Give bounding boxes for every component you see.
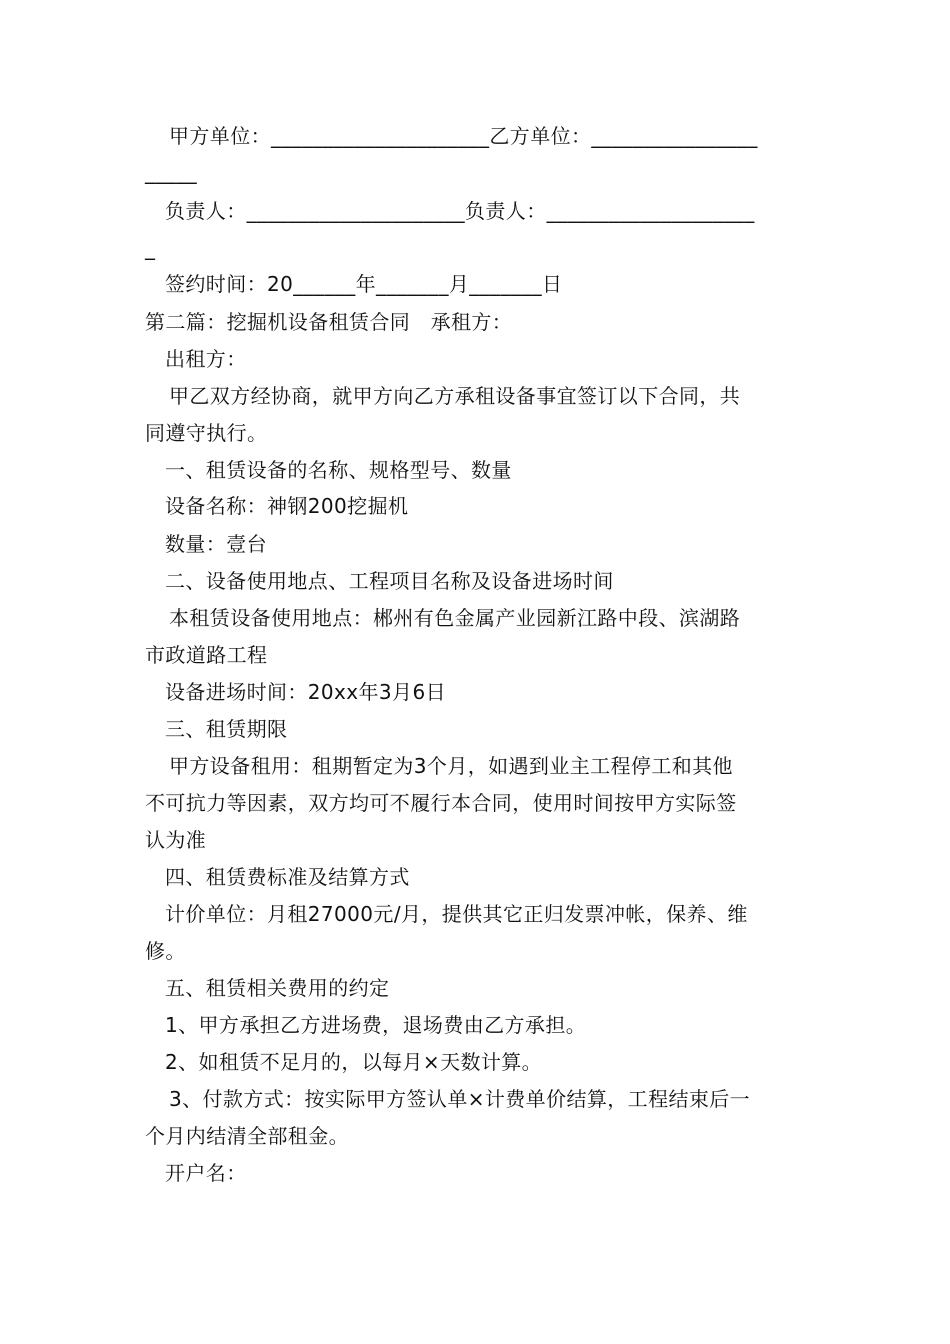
pricing-line-2: 修。 (145, 939, 186, 963)
lease-term-line-1: 甲方设备租用：租期暂定为3个月，如遇到业主工程停工和其他 (169, 754, 733, 778)
lessor-line: 出租方： (165, 347, 247, 371)
party-units-line: 甲方单位：_____________________乙方单位：________________ (169, 124, 758, 148)
section-heading-5: 五、租赁相关费用的约定 (165, 976, 390, 1000)
account-name-line: 开户名： (165, 1161, 247, 1185)
section-heading-2: 二、设备使用地点、工程项目名称及设备进场时间 (165, 569, 614, 593)
clause-3-line-1: 3、付款方式：按实际甲方签认单×计费单价结算，工程结束后一 (169, 1087, 751, 1111)
section-heading-3: 三、租赁期限 (165, 717, 288, 741)
party-units-line-wrap: _____ (145, 160, 197, 184)
entry-date-line: 设备进场时间：20xx年3月6日 (165, 680, 446, 704)
pricing-line-1: 计价单位：月租27000元/月，提供其它正归发票冲帐，保养、维 (165, 902, 748, 926)
usage-location-line-1: 本租赁设备使用地点：郴州有色金属产业园新江路中段、滨湖路 (169, 606, 741, 630)
usage-location-line-2: 市政道路工程 (145, 643, 268, 667)
section-heading-4: 四、租赁费标准及结算方式 (165, 865, 410, 889)
quantity-line: 数量：壹台 (165, 532, 267, 556)
intro-paragraph-line-2: 同遵守执行。 (145, 421, 268, 445)
clause-1-line: 1、甲方承担乙方进场费，退场费由乙方承担。 (165, 1013, 587, 1037)
section-heading-part-two: 第二篇：挖掘机设备租赁合同 承租方： (145, 310, 513, 334)
signing-date-line: 签约时间：20______年_______月_______日 (165, 272, 563, 296)
section-heading-1: 一、租赁设备的名称、规格型号、数量 (165, 458, 512, 482)
intro-paragraph-line-1: 甲乙双方经协商，就甲方向乙方承租设备事宜签订以下合同，共 (169, 384, 741, 408)
clause-3-line-2: 个月内结清全部租金。 (145, 1124, 349, 1148)
responsible-person-line-wrap: _ (145, 236, 156, 260)
equipment-name-line: 设备名称：神钢200挖掘机 (165, 494, 409, 518)
lease-term-line-3: 认为准 (145, 828, 207, 852)
responsible-person-line: 负责人：_____________________负责人：____________________ (165, 199, 755, 223)
clause-2-line: 2、如租赁不足月的，以每月×天数计算。 (165, 1050, 543, 1074)
lease-term-line-2: 不可抗力等因素，双方均可不履行本合同，使用时间按甲方实际签 (145, 791, 737, 815)
